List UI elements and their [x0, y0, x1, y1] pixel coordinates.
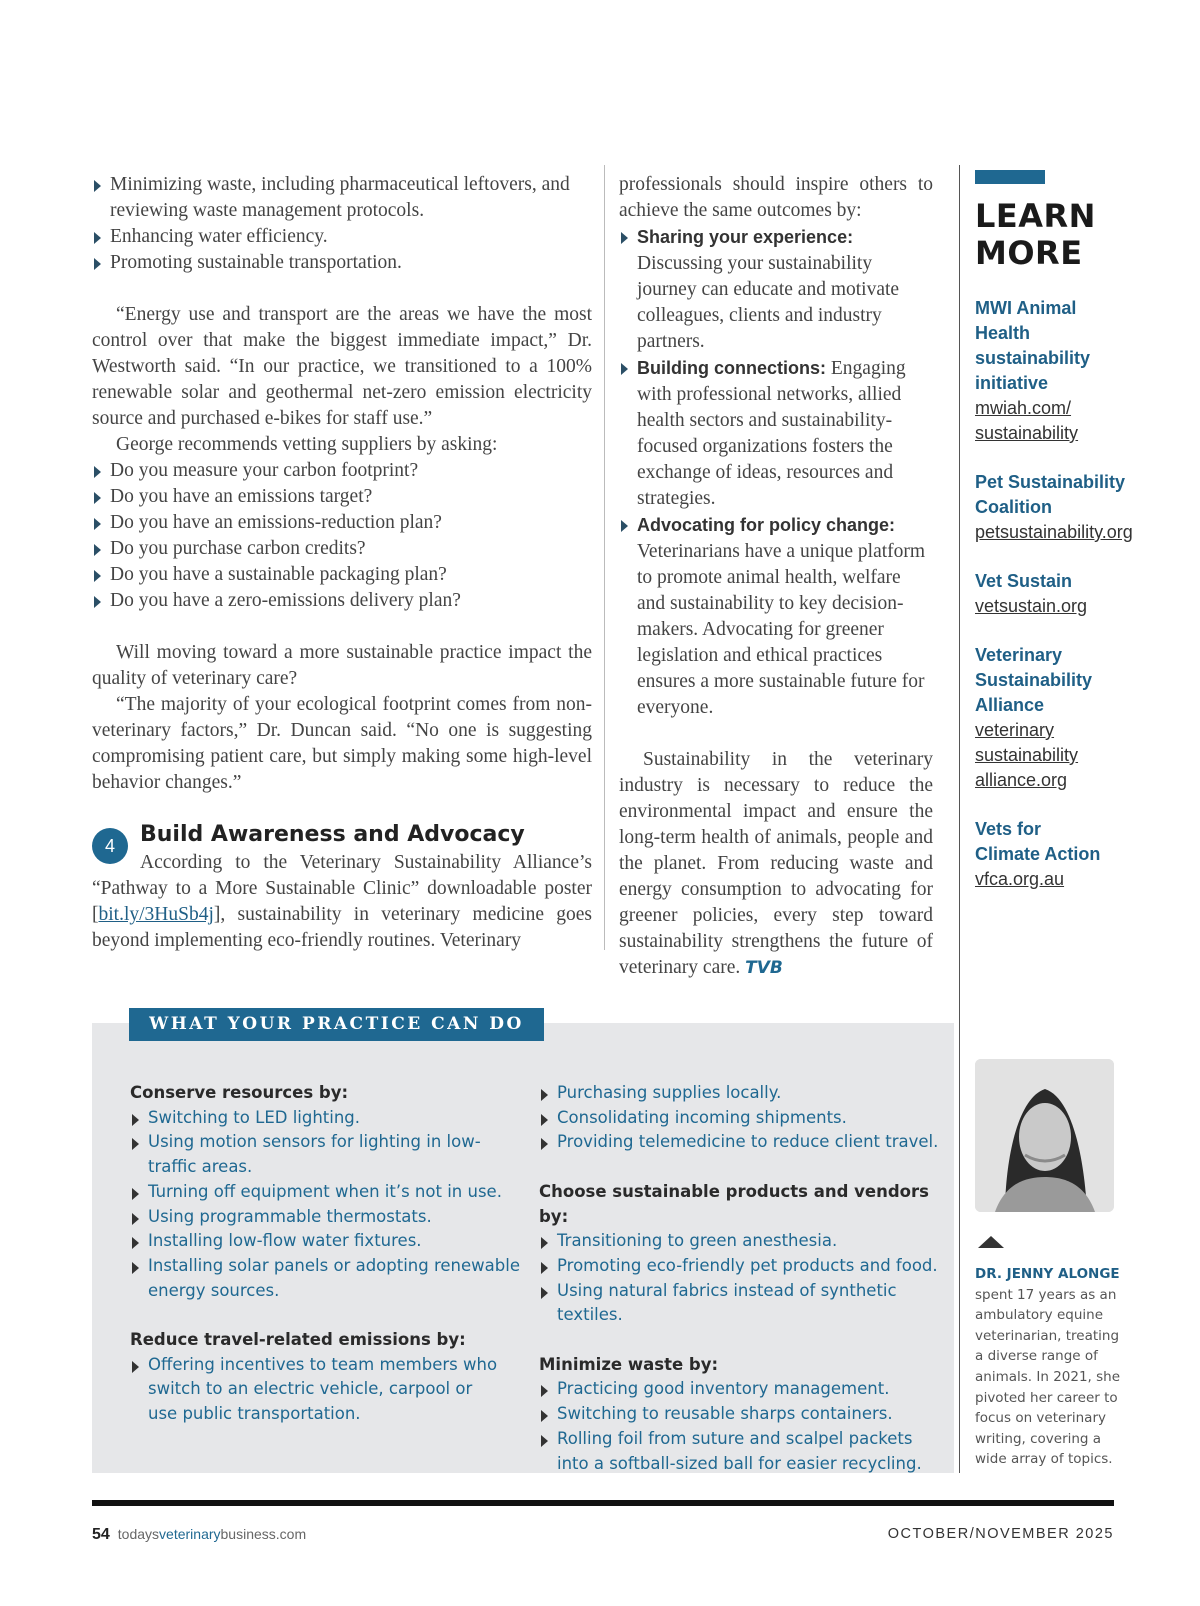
item-lead: Sharing your experience:	[637, 227, 854, 247]
sidebar-divider	[959, 165, 960, 1473]
section-title: Build Awareness and Advocacy	[140, 822, 525, 847]
list-item: Using programmable thermostats.	[130, 1205, 520, 1230]
list-item: Transitioning to green anesthesia.	[539, 1229, 939, 1254]
list-item: Promoting eco-friendly pet products and food.	[539, 1254, 939, 1279]
list-item: Installing solar panels or adopting renewable energy sources.	[130, 1254, 520, 1303]
tvb-end-mark: TVB	[745, 958, 783, 978]
supplier-questions-list	[92, 458, 592, 614]
author-photo	[975, 1059, 1114, 1212]
waste-bullet-list	[92, 172, 592, 276]
waste-list	[539, 1377, 939, 1476]
list-item: Turning off equipment when it’s not in use.	[130, 1180, 520, 1205]
column-divider	[604, 165, 605, 950]
waste-heading: Minimize waste by:	[539, 1354, 719, 1374]
item-text: Veterinarians have a unique platform to promote animal health, welfare and sustainability to key decision-makers. Advocating for greener legislation and ethical practices ensures a more sustainable future for everyone.	[637, 541, 926, 718]
author-portrait-image	[975, 1059, 1114, 1212]
paragraph-text: ], sustainability in veterinary medicine goes beyond implementing eco-friendly routines. Veterinary	[92, 904, 592, 951]
column-1	[92, 172, 592, 796]
list-item: Do you measure your carbon footprint?	[92, 458, 592, 484]
item-text: Engaging with professional networks, allied health sectors and sustainability-focused organizations fosters the exchange of ideas, resources and strategies.	[637, 358, 906, 509]
list-item	[619, 224, 933, 355]
sidebar-title	[975, 198, 1175, 272]
caret-up-icon	[978, 1236, 1004, 1248]
resource-link[interactable]: mwiah.com/ sustainability	[975, 398, 1079, 443]
item-text: Discussing your sustainability journey can educate and motivate colleagues, clients and industry partners.	[637, 253, 900, 352]
sidebar-title-line: MORE	[975, 234, 1083, 272]
practice-box-left-column	[130, 1081, 520, 1427]
products-list	[539, 1229, 939, 1328]
list-item: Switching to reusable sharps containers.	[539, 1402, 939, 1427]
paragraph-westworth-quote: “Energy use and transport are the areas we have the most control over that make the biggest immediate impact,” Dr. Westworth said. “In our practice, we transitioned to a 100% renewable solar and geothermal net-zero emission electricity source and purchased e-bikes for staff use.”	[92, 304, 592, 429]
resource-name: Vet Sustain	[975, 571, 1073, 591]
resource-link[interactable]: veterinary sustainability alliance.org	[975, 720, 1079, 790]
resource-vsa	[975, 643, 1175, 793]
sidebar-accent-bar	[975, 170, 1045, 184]
issue-date: OCTOBER/NOVEMBER 2025	[887, 1526, 1114, 1542]
products-heading: Choose sustainable products and vendors by:	[539, 1181, 929, 1226]
column-1-continued	[92, 850, 592, 954]
list-item: Practicing good inventory management.	[539, 1377, 939, 1402]
resource-name: Pet Sustainability Coalition	[975, 472, 1126, 517]
list-item: Promoting sustainable transportation.	[92, 250, 592, 276]
practice-box-tab: WHAT YOUR PRACTICE CAN DO	[129, 1008, 544, 1041]
site-name-part: business.com	[220, 1526, 307, 1542]
list-item: Do you have a zero-emissions delivery plan?	[92, 588, 592, 614]
resource-vfca	[975, 817, 1175, 892]
learn-more-sidebar	[975, 170, 1175, 892]
list-item: Minimizing waste, including pharmaceutical leftovers, and reviewing waste management protocols.	[92, 172, 592, 224]
conserve-heading: Conserve resources by:	[130, 1083, 349, 1102]
section-number-badge: 4	[92, 828, 128, 864]
footer-rule	[92, 1500, 1114, 1506]
resource-name: Veterinary Sustainability Alliance	[975, 645, 1093, 715]
poster-link[interactable]: bit.ly/3HuSb4j	[98, 904, 214, 925]
resource-link[interactable]: petsustainability.org	[975, 522, 1133, 542]
site-name-part: todays	[117, 1526, 160, 1542]
site-name-part: veterinary	[159, 1526, 221, 1542]
sidebar-title-line: LEARN	[975, 197, 1096, 235]
list-item: Purchasing supplies locally.	[539, 1081, 939, 1106]
list-item: Do you have an emissions target?	[92, 484, 592, 510]
resource-link[interactable]: vfca.org.au	[975, 869, 1065, 889]
paragraph-duncan-quote: “The majority of your ecological footprint comes from non-veterinary factors,” Dr. Duncan said. “No one is suggesting compromising patient care, but simply making some high-level behavior changes.”	[92, 694, 592, 793]
list-item	[619, 512, 933, 721]
advocacy-list	[619, 224, 933, 721]
list-item: Do you purchase carbon credits?	[92, 536, 592, 562]
conserve-list	[130, 1106, 520, 1304]
paragraph-intro: professionals should inspire others to achieve the same outcomes by:	[619, 174, 933, 221]
paragraph-closing	[619, 747, 933, 981]
list-item: Installing low-flow water fixtures.	[130, 1229, 520, 1254]
page-number: 54	[92, 1526, 110, 1543]
paragraph-question: Will moving toward a more sustainable practice impact the quality of veterinary care?	[92, 642, 592, 689]
travel-list	[130, 1353, 520, 1427]
list-item: Do you have a sustainable packaging plan?	[92, 562, 592, 588]
resource-name: MWI Animal Health sustainability initiative	[975, 298, 1091, 393]
list-item: Providing telemedicine to reduce client travel.	[539, 1130, 939, 1155]
practice-box-right-column	[539, 1081, 939, 1476]
author-bio-text: spent 17 years as an ambulatory equine veterinarian, treating a diverse range of animals. In 2021, she pivoted her career to focus on veterinary writing, covering a wide array of topics.	[975, 1286, 1121, 1468]
resource-name: Vets for Climate Action	[975, 819, 1101, 864]
list-item: Consolidating incoming shipments.	[539, 1106, 939, 1131]
list-item: Do you have an emissions-reduction plan?	[92, 510, 592, 536]
list-item: Enhancing water efficiency.	[92, 224, 592, 250]
item-lead: Advocating for policy change:	[637, 515, 896, 535]
list-item: Using motion sensors for lighting in low-traffic areas.	[130, 1130, 520, 1179]
travel-heading: Reduce travel-related emissions by:	[130, 1330, 466, 1350]
item-lead: Building connections:	[637, 358, 826, 378]
list-item	[619, 355, 933, 512]
resource-psc	[975, 470, 1175, 545]
paragraph-text: According to the Veterinary Sustainability Alliance’s “Pathway to a More Sustainable Clinic” downloadable poster [	[92, 852, 592, 925]
paragraph-george: George recommends vetting suppliers by asking:	[116, 434, 498, 455]
resource-mwi	[975, 296, 1175, 446]
resource-vetsustain	[975, 569, 1175, 619]
author-name: DR. JENNY ALONGE	[975, 1266, 1120, 1282]
list-item: Switching to LED lighting.	[130, 1106, 520, 1131]
travel-list-continued	[539, 1081, 939, 1155]
author-bio	[975, 1264, 1125, 1470]
list-item: Using natural fabrics instead of synthetic textiles.	[539, 1279, 939, 1328]
list-item: Rolling foil from suture and scalpel packets into a softball-sized ball for easier recycling.	[539, 1427, 939, 1476]
resource-link[interactable]: vetsustain.org	[975, 596, 1088, 616]
footer-left	[92, 1526, 306, 1544]
list-item: Offering incentives to team members who switch to an electric vehicle, carpool or use public transportation.	[130, 1353, 520, 1427]
column-2	[619, 172, 933, 981]
paragraph-alliance	[92, 850, 592, 954]
paragraph-text: Sustainability in the veterinary industry is necessary to reduce the environmental impact and ensure the long-term health of animals, people and the planet. From reducing waste and energy consumption to advocating for greener policies, every step toward sustainability strengthens the future of veterinary care.	[619, 749, 933, 978]
